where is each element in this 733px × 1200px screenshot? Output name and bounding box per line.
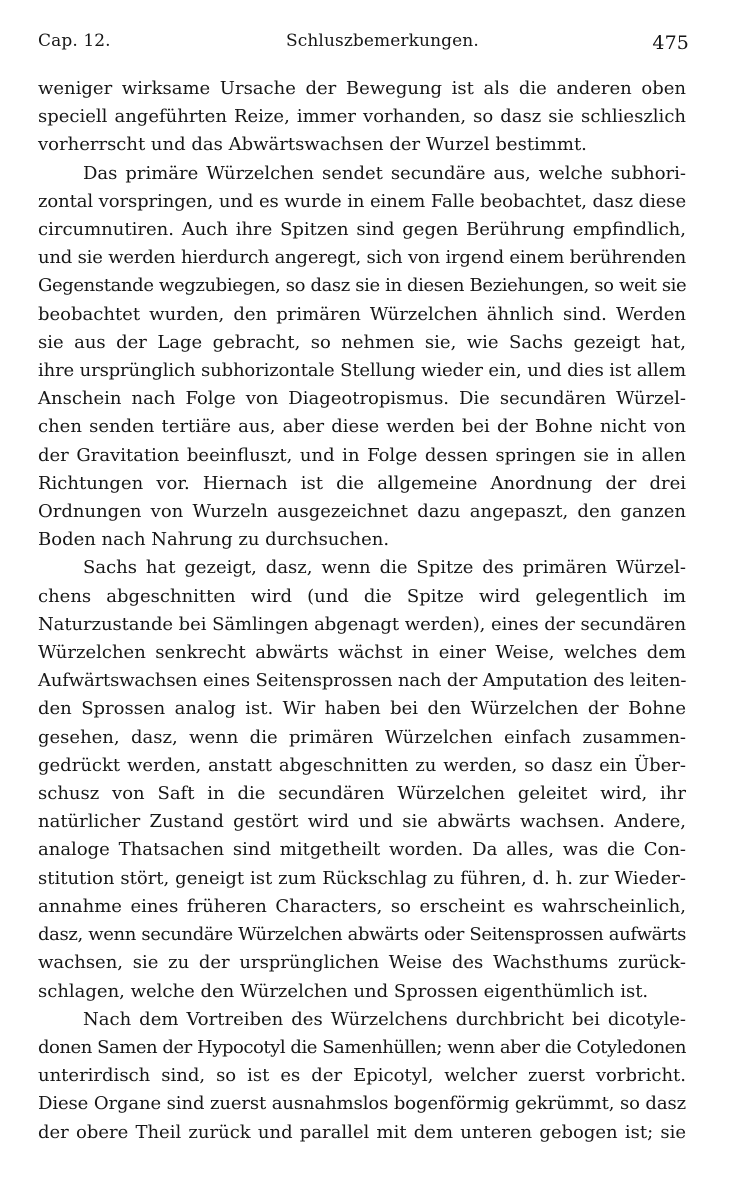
text-line: Sachs hat gezeigt, dasz, wenn die Spitze des primären Würzel- [83,557,686,579]
text-line: wachsen, sie zu der ursprünglichen Weise des Wachsthums zurück- [38,952,686,974]
text-line: chens abgeschnitten wird (und die Spitze wird gelegentlich im [38,585,686,607]
text-line: Anschein nach Folge von Diageotropismus. Die secundären Würzel- [38,388,686,410]
text-line: chen senden tertiäre aus, aber diese werden bei der Bohne nicht von [38,416,686,438]
text-line: Diese Organe sind zuerst ausnahmslos bogenförmig gekrümmt, so dasz [38,1093,686,1115]
running-header [38,28,689,56]
text-line: dasz, wenn secundäre Würzelchen abwärts oder Seitensprossen aufwärts [38,924,686,946]
text-line: ihre ursprünglich subhorizontale Stellung wieder ein, und dies ist allem [38,360,686,382]
text-line: gesehen, dasz, wenn die primären Würzelchen einfach zusammen- [38,726,686,748]
text-line: schusz von Saft in die secundären Würzelchen geleitet wird, ihr [38,783,686,805]
text-line: circumnutiren. Auch ihre Spitzen sind gegen Berührung empfindlich, [38,219,686,241]
text-line: natürlicher Zustand gestört wird und sie abwärts wachsen. Andere, [38,811,686,833]
text-line: der obere Theil zurück und parallel mit dem unteren gebogen ist; sie [38,1121,686,1143]
text-line: Ordnungen von Wurzeln ausgezeichnet dazu angepaszt, den ganzen [38,501,686,523]
chapter-label: Cap. 12. [38,31,111,51]
text-line: gedrückt werden, anstatt abgeschnitten zu werden, so dasz ein Über- [38,754,686,776]
text-line: sie aus der Lage gebracht, so nehmen sie, wie Sachs gezeigt hat, [38,331,686,353]
text-line: Das primäre Würzelchen sendet secundäre aus, welche subhori- [83,162,686,184]
text-line: den Sprossen analog ist. Wir haben bei den Würzelchen der Bohne [38,698,686,720]
text-line: schlagen, welche den Würzelchen und Sprossen eigenthümlich ist. [38,980,649,1002]
text-line: beobachtet wurden, den primären Würzelchen ähnlich sind. Werden [38,303,686,325]
text-line: analoge Thatsachen sind mitgetheilt worden. Da alles, was die Con- [38,839,686,861]
text-line: zontal vorspringen, und es wurde in einem Falle beobachtet, dasz diese [38,190,686,212]
body-text [38,75,686,1147]
text-line: vorherrscht und das Abwärtswachsen der Wurzel bestimmt. [38,134,587,156]
running-title: Schluszbemerkungen. [286,31,479,51]
text-line: unterirdisch sind, so ist es der Epicotyl, welcher zuerst vorbricht. [38,1065,686,1087]
paragraph-3 [38,554,686,1005]
text-line: Aufwärtswachsen eines Seitensprossen nach der Amputation des leiten- [38,670,687,692]
text-line: speciell angeführten Reize, immer vorhanden, so dasz sie schlieszlich [38,106,686,128]
page-number: 475 [652,32,689,54]
paragraph-1 [38,75,686,160]
text-line: annahme eines früheren Characters, so erscheint es wahrscheinlich, [38,895,686,917]
text-line: stitution stört, geneigt ist zum Rückschlag zu führen, d. h. zur Wieder- [38,867,686,889]
text-line: Richtungen vor. Hiernach ist die allgemeine Anordnung der drei [38,472,686,494]
text-line: weniger wirksame Ursache der Bewegung ist als die anderen oben [38,78,686,99]
text-line: donen Samen der Hypocotyl die Samenhüllen; wenn aber die Cotyledonen [38,1036,686,1058]
paragraph-4 [38,1006,686,1147]
text-line: Boden nach Nahrung zu durchsuchen. [38,529,390,551]
text-line: der Gravitation beeinfluszt, und in Folge dessen springen sie in allen [38,444,686,466]
text-line: und sie werden hierdurch angeregt, sich von irgend einem berührenden [38,247,686,269]
text-line: Naturzustande bei Sämlingen abgenagt werden), eines der secundären [38,613,686,635]
text-line: Nach dem Vortreiben des Würzelchens durchbricht bei dicotyle- [83,1008,686,1030]
paragraph-2 [38,160,686,555]
text-line: Würzelchen senkrecht abwärts wächst in einer Weise, welches dem [38,642,686,664]
text-line: Gegenstande wegzubiegen, so dasz sie in diesen Beziehungen, so weit sie [38,275,687,297]
